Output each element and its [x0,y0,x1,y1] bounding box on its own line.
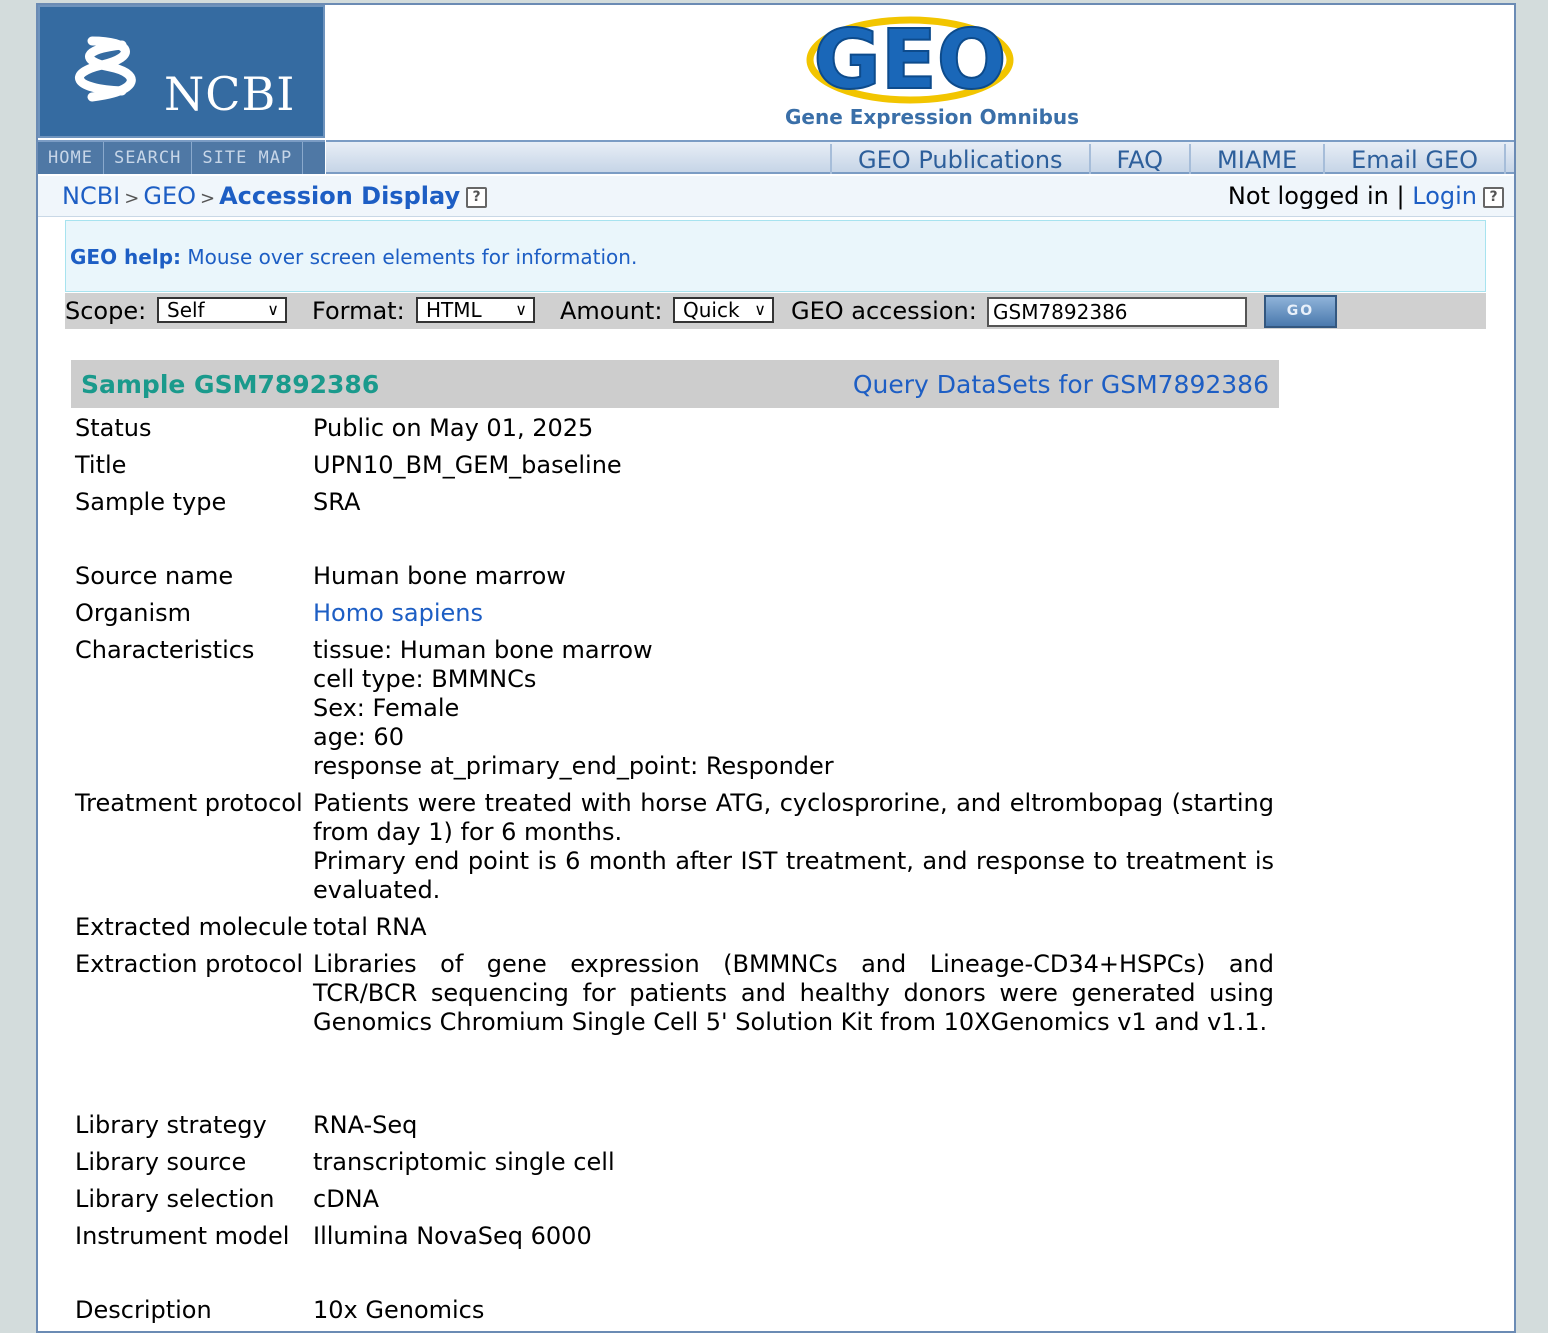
scope-label: Scope: [65,297,147,325]
nav-email-geo[interactable]: Email GEO [1323,144,1506,174]
login-help-icon[interactable]: ? [1483,187,1504,208]
nav-geo-publications[interactable]: GEO Publications [830,144,1089,174]
geo-nav [326,140,1514,174]
chevron-down-icon: ∨ [267,300,279,319]
ncbi-logo[interactable] [38,5,325,138]
breadcrumb: NCBI > GEO > Accession Display ? Not logged in | Login ? [38,176,1514,217]
login-link[interactable]: Login [1412,182,1477,210]
breadcrumb-geo[interactable]: GEO [143,182,197,210]
accession-input[interactable]: GSM7892386 [987,297,1247,327]
format-select[interactable]: HTML ∨ [416,297,535,323]
nav-search[interactable]: SEARCH [104,142,192,174]
amount-label: Amount: [560,297,663,325]
geo-help-box [65,220,1486,292]
nav-site-map[interactable]: SITE MAP [192,142,303,174]
login-divider: | [1396,182,1405,210]
accession-label: GEO accession: [791,297,977,325]
scope-select[interactable]: Self ∨ [157,297,287,323]
amount-select[interactable]: Quick ∨ [673,297,774,323]
breadcrumb-ncbi[interactable]: NCBI [62,182,121,210]
nav-faq[interactable]: FAQ [1089,144,1190,174]
chevron-down-icon: ∨ [754,300,766,319]
go-button[interactable]: GO [1264,295,1337,328]
geo-subtitle: Gene Expression Omnibus [785,105,1080,129]
geo-logo-text: GEO [813,13,1007,108]
sample-title: Sample GSM7892386 [81,370,380,399]
login-status: Not logged in [1227,182,1389,210]
chevron-down-icon: ∨ [515,300,527,319]
geo-logo[interactable] [806,12,1016,108]
format-label: Format: [312,297,405,325]
query-datasets-link[interactable]: Query DataSets for GSM7892386 [852,370,1269,399]
ncbi-logo-text: NCBI [164,67,296,121]
help-icon[interactable]: ? [466,187,487,208]
nav-home[interactable]: HOME [38,142,104,174]
nav-miame[interactable]: MIAME [1189,144,1323,174]
ncbi-nav [38,140,325,174]
organism-link[interactable]: Homo sapiens [313,599,484,627]
dna-helix-icon [62,33,152,113]
sample-header [71,360,1279,408]
breadcrumb-current: Accession Display [219,182,461,210]
help-text: Mouse over screen elements for information. [187,245,638,269]
help-label: GEO help: [70,245,182,269]
accession-search-bar [65,293,1486,329]
